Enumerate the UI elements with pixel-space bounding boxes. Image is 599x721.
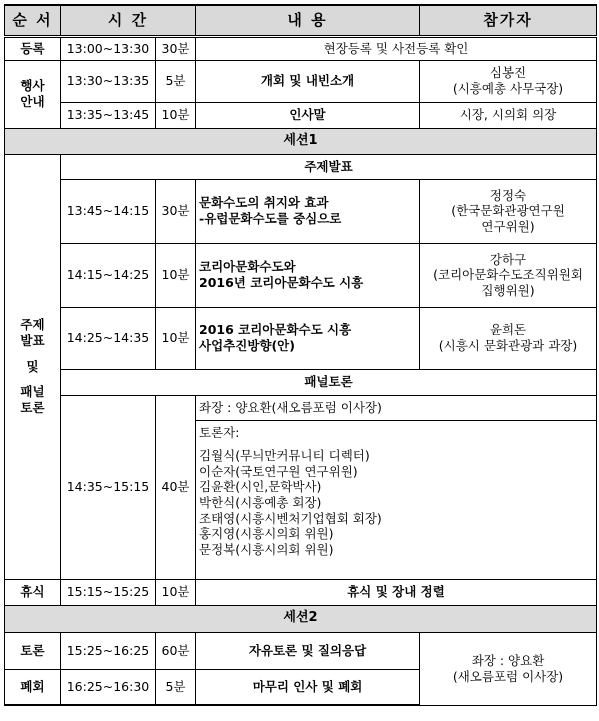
session2-band-row <box>5 605 597 632</box>
topic3-duration: 10분 <box>156 307 196 369</box>
registration-duration: 30분 <box>156 36 196 60</box>
topic1-participant-line2: (한국문화관광연구원 <box>451 203 565 219</box>
discussion-order: 토론 <box>5 632 61 669</box>
topic1-content-line2: -유럽문화수도를 중심으로 <box>199 211 342 226</box>
panel-duration: 40분 <box>156 395 196 579</box>
topic3-time: 14:25~14:35 <box>61 307 156 369</box>
topic2-content-line2: 2016년 코리아문화수도 시흥 <box>199 275 364 290</box>
topic1-participant-line3: 연구위원) <box>481 218 535 234</box>
session2-participant-line2: (새오름포럼 이사장) <box>452 668 564 684</box>
closing-order: 폐회 <box>5 669 61 705</box>
panel-discussants <box>196 420 597 579</box>
discussant-4: 박한식(시흥예총 회장) <box>199 495 322 510</box>
opening-participant <box>420 60 597 102</box>
session1-order <box>5 154 61 579</box>
topic2-participant <box>420 243 597 307</box>
topic-row-3 <box>5 307 597 369</box>
topic3-content <box>196 307 420 369</box>
panel-header-row <box>5 369 597 395</box>
header-participants: 참가자 <box>420 5 597 36</box>
opening-time: 13:30~13:35 <box>61 60 156 102</box>
topic2-content <box>196 243 420 307</box>
break-row <box>5 579 597 605</box>
topic3-participant-line2: (시흥시 문화관광과 과장) <box>438 338 578 353</box>
topic-row-1 <box>5 179 597 243</box>
topic3-participant <box>420 307 597 369</box>
opening-content: 개회 및 내빈소개 <box>196 60 420 102</box>
discussants-label: 토론자: <box>199 424 240 440</box>
topic1-content <box>196 179 420 243</box>
discussion-row <box>5 632 597 669</box>
program-schedule-table <box>4 4 597 706</box>
session1-order-line3: 및 <box>26 358 39 374</box>
opening-duration: 5분 <box>156 60 196 102</box>
table-header-row <box>5 5 597 36</box>
opening-row <box>5 60 597 102</box>
topic2-time: 14:15~14:25 <box>61 243 156 307</box>
topic-row-2 <box>5 243 597 307</box>
session1-order-line2: 발표 <box>20 333 45 349</box>
session1-order-line5: 토론 <box>20 399 45 415</box>
discussion-content: 자유토론 및 질의응답 <box>196 632 420 669</box>
header-order: 순 서 <box>5 5 61 36</box>
session1-order-gap1 <box>8 349 57 359</box>
panel-header: 패널토론 <box>61 369 597 395</box>
opening-participant-role: (시흥예총 사무국장) <box>452 81 564 96</box>
break-time: 15:15~15:25 <box>61 579 156 605</box>
discussant-7: 문정복(시흥시의회 위원) <box>199 541 334 557</box>
header-content: 내 용 <box>196 5 420 36</box>
greeting-content: 인사말 <box>196 102 420 128</box>
panel-time: 14:35~15:15 <box>61 395 156 579</box>
event-guide-order-line1: 행사 <box>20 78 45 94</box>
break-duration: 10분 <box>156 579 196 605</box>
event-guide-order-line2: 안내 <box>20 94 45 109</box>
topic1-participant-line1: 정정숙 <box>489 187 527 203</box>
greeting-time: 13:35~13:45 <box>61 102 156 128</box>
session1-band-row <box>5 128 597 154</box>
topic2-participant-line3: 집행위원) <box>481 282 535 298</box>
topic3-content-line2: 사업추진방향(안) <box>199 338 295 353</box>
greeting-duration: 10분 <box>156 102 196 128</box>
registration-row <box>5 36 597 60</box>
discussant-1: 김월식(무늬만커뮤니티 디렉터) <box>199 448 370 464</box>
closing-time: 16:25~16:30 <box>61 669 156 705</box>
session2-title: 세션2 <box>5 605 597 632</box>
topic2-content-line1: 코리아문화수도와 <box>199 259 296 275</box>
discussant-2: 이순자(국토연구원 연구위원) <box>199 463 358 479</box>
greeting-row <box>5 102 597 128</box>
discussant-3: 김윤환(시인,문학박사) <box>199 479 322 495</box>
discussion-duration: 60분 <box>156 632 196 669</box>
registration-content: 현장등록 및 사전등록 확인 <box>196 36 597 60</box>
session1-order-gap2 <box>8 374 57 384</box>
session1-order-line1: 주제 <box>20 317 45 333</box>
registration-order: 등록 <box>5 36 61 60</box>
registration-time: 13:00~13:30 <box>61 36 156 60</box>
topic3-content-line1: 2016 코리아문화수도 시흥 <box>199 322 352 338</box>
topic1-duration: 30분 <box>156 179 196 243</box>
topic3-participant-line1: 윤희돈 <box>489 322 527 338</box>
discussant-5: 조태영(시흥시벤처기업협회 회장) <box>199 510 382 526</box>
break-content: 휴식 및 장내 정렬 <box>196 579 597 605</box>
topic-header-row <box>5 154 597 179</box>
session1-order-line4: 패널 <box>20 384 45 400</box>
closing-content: 마무리 인사 및 폐회 <box>196 669 420 705</box>
greeting-participant: 시장, 시의회 의장 <box>420 102 597 128</box>
topic2-participant-line1: 강하구 <box>489 251 527 267</box>
break-order: 휴식 <box>5 579 61 605</box>
session2-participant-line1: 좌장 : 양요환 <box>471 652 545 668</box>
topic1-content-line1: 문화수도의 취지와 효과 <box>199 195 329 211</box>
topic-header: 주제발표 <box>61 154 597 179</box>
panel-chair: 좌장 : 양요환(새오름포럼 이사장) <box>196 395 597 420</box>
panel-chair-row <box>5 395 597 420</box>
topic2-duration: 10분 <box>156 243 196 307</box>
discussion-time: 15:25~16:25 <box>61 632 156 669</box>
topic2-participant-line2: (코리아문화수도조직위원회 <box>433 267 583 283</box>
discussant-6: 홍지영(시흥시의회 위원) <box>199 526 334 542</box>
topic1-time: 13:45~14:15 <box>61 179 156 243</box>
session2-participant <box>420 632 597 705</box>
topic1-participant <box>420 179 597 243</box>
closing-duration: 5분 <box>156 669 196 705</box>
header-time: 시 간 <box>61 5 196 36</box>
opening-participant-name: 심봉진 <box>489 65 527 81</box>
session1-title: 세션1 <box>5 128 597 154</box>
event-guide-order <box>5 60 61 128</box>
